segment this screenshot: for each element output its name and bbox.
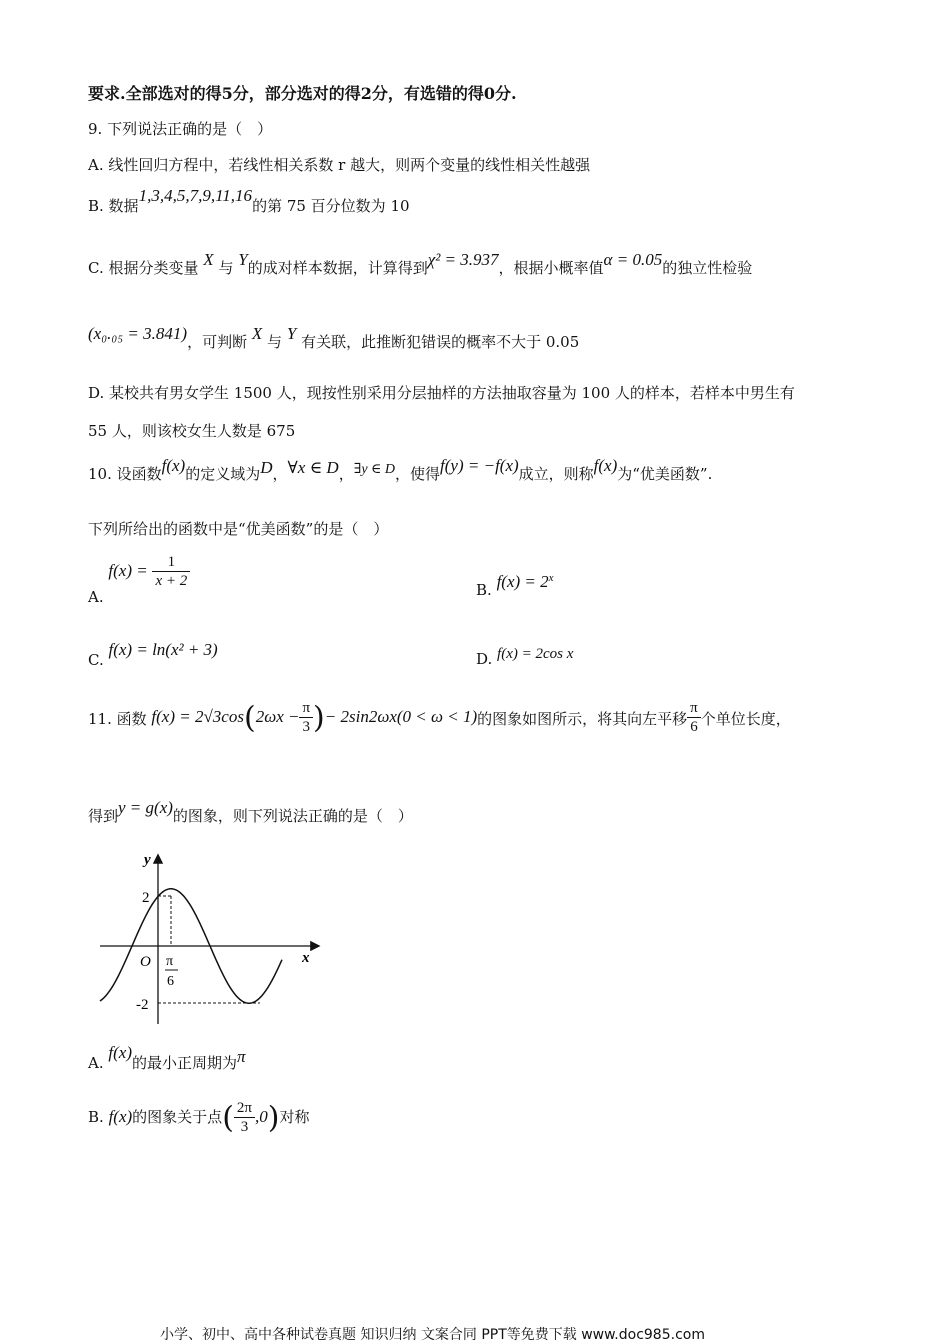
- q11-line2: [88, 798, 413, 826]
- q11-text2: 个单位长度，: [700, 709, 791, 728]
- q9-c-critical-value: (x₀.₀₅ = 3.841): [88, 324, 188, 343]
- graph-origin: O: [140, 954, 151, 970]
- q9-c-text4: ，可判断: [187, 333, 248, 351]
- q11-b-fraction: [234, 1100, 255, 1136]
- q10-option-b: [476, 572, 554, 599]
- q10-option-d: [476, 644, 574, 668]
- q11-line2-suffix: 的图象，则下列说法正确的是（ ）: [172, 807, 413, 825]
- q9-option-d-line1: D. 某校共有男女学生 1500 人，现按性别采用分层抽样的方法抽取容量为 100 人的样本，若样本中男生有: [88, 384, 795, 402]
- q9-stem: 9. 下列说法正确的是（ ）: [88, 120, 273, 138]
- q11-b-suffix: 对称: [279, 1107, 310, 1126]
- q9-c-var-y2: Y: [286, 324, 297, 343]
- q9-c-prefix: C. 根据分类变量: [88, 259, 199, 277]
- q11-line2-prefix: 得到: [88, 807, 119, 825]
- q9-c-var-x2: X: [251, 324, 263, 343]
- q11-text1: 的图象如图所示，将其向左平移: [477, 709, 688, 728]
- graph-tick-num: π: [166, 954, 174, 969]
- q9-b-prefix: B. 数据: [88, 197, 139, 215]
- q10-a-lhs: f(x) =: [108, 560, 148, 580]
- q10-c-label: C.: [88, 651, 104, 669]
- q11-b-fx: f(x): [108, 1106, 133, 1126]
- q9-b-data: 1,3,4,5,7,9,11,16: [138, 186, 253, 205]
- q9-option-d-line2: 55 人，则该校女生人数是 675: [88, 422, 296, 440]
- q11-a-text: 的最小正周期为: [131, 1054, 237, 1072]
- q11-function-lhs: f(x) = 2√3cos: [151, 706, 244, 726]
- q11-stem: 11. 函数 f(x) = 2√3cos(2ωx − $\frac{\pi}{3}$ )− 2sin2ωx(0 < ω < 1)的图象如图所示，将其向左平移 $\frac{\pi}{6}$ 个单位长度，: [88, 700, 791, 736]
- q9-c-var-x: X: [203, 250, 214, 269]
- q11-shift-fraction: [687, 700, 701, 736]
- q11-g-function: y = g(x): [118, 798, 173, 817]
- q11-a-pi: π: [237, 1047, 246, 1066]
- q9-option-b: [88, 186, 410, 216]
- graph-tick-den: 6: [167, 974, 174, 989]
- q9-c-chi-square: χ² = 3.937: [427, 250, 499, 269]
- q9-c-text3: 的独立性检验: [662, 259, 753, 277]
- q9-c-text: 的成对样本数据，计算得到: [247, 259, 428, 277]
- q10-option-c: [88, 640, 218, 669]
- q10-d-label: D.: [476, 650, 493, 668]
- q10-a-fraction: [152, 554, 190, 590]
- graph-x-label: x: [302, 950, 310, 966]
- q10-text3: ，: [338, 465, 354, 483]
- q11-option-b: B. f(x)的图象关于点( $\frac{2\pi}{3}$ ,0)对称: [88, 1100, 310, 1136]
- q11-graph: [90, 848, 330, 1028]
- graph-y-min: -2: [136, 997, 149, 1013]
- section-instruction: 要求.全部选对的得5分，部分选对的得2分，有选错的得0分.: [88, 84, 517, 103]
- q11-b-den: 3: [240, 1118, 249, 1135]
- q10-text4: ，使得: [395, 465, 441, 483]
- q11-pi-over-3: [299, 700, 313, 736]
- q9-c-text5: 有关联，此推断犯错误的概率不大于 0.05: [301, 333, 580, 351]
- q9-option-a: A. 线性回归方程中，若线性相关系数 r 越大，则两个变量的线性相关性越强: [88, 156, 591, 174]
- q10-a-denominator: x + 2: [155, 572, 188, 589]
- q10-forall: ∀x ∈ D: [287, 458, 339, 477]
- q11-pi-den: 3: [302, 718, 310, 735]
- q10-line2: 下列所给出的函数中是“优美函数”的是（ ）: [88, 520, 389, 538]
- q10-text1: 的定义域为: [185, 465, 261, 483]
- q10-text5: 成立，则称: [518, 465, 594, 483]
- q11-b-tail: ,0: [254, 1106, 268, 1126]
- q10-domain: D: [260, 458, 273, 477]
- q10-c-math: f(x) = ln(x² + 3): [108, 640, 218, 659]
- graph-y-label: y: [144, 852, 151, 868]
- q9-c-var-y: Y: [238, 250, 248, 269]
- q10-option-a: [88, 550, 190, 606]
- q10-b-exponent: x: [548, 572, 554, 584]
- q9-c-alpha: α = 0.05: [603, 250, 663, 269]
- q10-b-math: f(x) = 2: [496, 572, 549, 591]
- q9-option-c-line1: [88, 250, 753, 278]
- q10-prefix: 10. 设函数: [88, 465, 162, 483]
- q10-d-math: f(x) = 2cos x: [497, 646, 574, 662]
- q11-function-rest: − 2sin2ωx(0 < ω < 1): [324, 706, 478, 726]
- q11-inner: 2ωx −: [255, 706, 300, 726]
- q10-a-numerator: 1: [152, 554, 190, 572]
- q11-pi-num: π: [299, 700, 313, 718]
- q10-exists: ∃y ∈ D: [353, 462, 396, 477]
- q10-fx: f(x): [161, 456, 186, 475]
- q11-a-label: A.: [88, 1054, 104, 1072]
- q9-c-and2: 与: [267, 333, 283, 351]
- q10-fx2: f(x): [593, 456, 618, 475]
- q11-b-text: 的图象关于点: [132, 1107, 223, 1126]
- q11-b-num: 2π: [234, 1100, 255, 1118]
- q10-text6: 为“优美函数”.: [617, 465, 713, 483]
- q11-prefix: 11. 函数: [88, 709, 147, 728]
- q11-shift-den: 6: [690, 718, 698, 735]
- q11-option-a: [88, 1042, 246, 1072]
- q11-a-fx: f(x): [108, 1043, 132, 1062]
- q9-c-text2: ，根据小概率值: [498, 259, 604, 277]
- q9-option-c-line2: [88, 324, 580, 352]
- graph-y-max: 2: [142, 890, 150, 906]
- q10-b-label: B.: [476, 581, 492, 599]
- q11-b-label: B.: [88, 1107, 104, 1126]
- page-footer: 小学、初中、高中各种试卷真题 知识归纳 文案合同 PPT等免费下载 www.doc985.com: [160, 1327, 705, 1343]
- q11-shift-num: π: [687, 700, 701, 718]
- q10-stem: [88, 456, 713, 485]
- q9-c-and: 与: [218, 259, 234, 277]
- q10-a-label: A.: [88, 587, 104, 606]
- q9-b-suffix: 的第 75 百分位数为 10: [252, 197, 410, 215]
- q10-text2: ，: [272, 465, 288, 483]
- q10-equation: f(y) = −f(x): [440, 456, 519, 475]
